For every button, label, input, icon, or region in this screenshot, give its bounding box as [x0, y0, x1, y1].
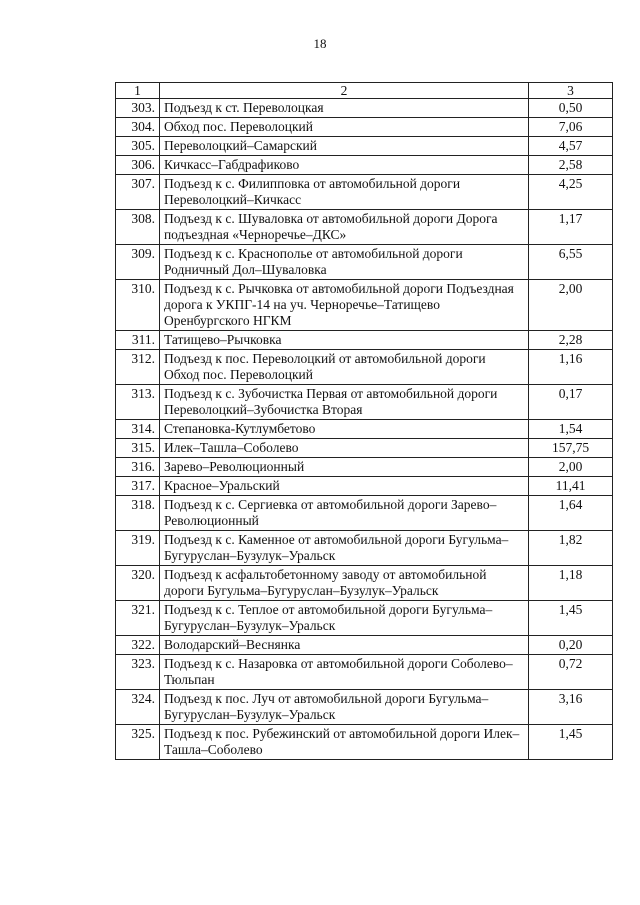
table-row	[116, 566, 613, 601]
row-number: 313.	[116, 385, 160, 420]
table-row	[116, 385, 613, 420]
table-row	[116, 350, 613, 385]
table-row	[116, 636, 613, 655]
road-length: 1,16	[529, 350, 613, 385]
road-length: 1,45	[529, 725, 613, 760]
row-number: 320.	[116, 566, 160, 601]
road-name: Подъезд к пос. Луч от автомобильной дороги Бугульма–Бугуруслан–Бузулук–Уральск	[159, 690, 528, 725]
column-header-3: 3	[529, 83, 613, 99]
road-name: Володарский–Веснянка	[159, 636, 528, 655]
table-row	[116, 496, 613, 531]
road-name: Степановка-Кутлумбетово	[159, 420, 528, 439]
row-number: 306.	[116, 156, 160, 175]
road-length: 1,82	[529, 531, 613, 566]
row-number: 323.	[116, 655, 160, 690]
road-length: 2,00	[529, 280, 613, 331]
page-number: 18	[313, 36, 327, 51]
road-name: Подъезд к с. Каменное от автомобильной дороги Бугульма–Бугуруслан–Бузулук–Уральск	[159, 531, 528, 566]
road-name: Подъезд к с. Теплое от автомобильной дороги Бугульма–Бугуруслан–Бузулук–Уральск	[159, 601, 528, 636]
road-length: 3,16	[529, 690, 613, 725]
road-length: 4,57	[529, 137, 613, 156]
table-row	[116, 477, 613, 496]
row-number: 321.	[116, 601, 160, 636]
road-length: 2,28	[529, 331, 613, 350]
road-name: Обход пос. Переволоцкий	[159, 118, 528, 137]
table-body	[116, 99, 613, 760]
table-row	[116, 655, 613, 690]
roads-table	[115, 82, 613, 760]
row-number: 318.	[116, 496, 160, 531]
road-name: Подъезд к с. Сергиевка от автомобильной дороги Зарево–Революционный	[159, 496, 528, 531]
table-row	[116, 280, 613, 331]
table-row	[116, 118, 613, 137]
table-row	[116, 458, 613, 477]
row-number: 316.	[116, 458, 160, 477]
road-name: Подъезд к с. Рычковка от автомобильной дороги Подъездная дорога к УКПГ-14 на уч. Черноречье–Татищево Оренбургского НГКМ	[159, 280, 528, 331]
road-name: Подъезд к с. Филипповка от автомобильной дороги Переволоцкий–Кичкасс	[159, 175, 528, 210]
road-length: 1,64	[529, 496, 613, 531]
row-number: 304.	[116, 118, 160, 137]
road-length: 0,50	[529, 99, 613, 118]
table-row	[116, 137, 613, 156]
table-row	[116, 725, 613, 760]
row-number: 303.	[116, 99, 160, 118]
row-number: 325.	[116, 725, 160, 760]
road-name: Красное–Уральский	[159, 477, 528, 496]
row-number: 314.	[116, 420, 160, 439]
road-length: 2,58	[529, 156, 613, 175]
road-length: 2,00	[529, 458, 613, 477]
road-name: Подъезд к с. Краснополье от автомобильной дороги Родничный Дол–Шуваловка	[159, 245, 528, 280]
table-row	[116, 531, 613, 566]
road-length: 4,25	[529, 175, 613, 210]
road-length: 1,17	[529, 210, 613, 245]
road-length: 6,55	[529, 245, 613, 280]
road-name: Подъезд к с. Назаровка от автомобильной дороги Соболево–Тюльпан	[159, 655, 528, 690]
column-header-1: 1	[116, 83, 160, 99]
road-name: Подъезд к пос. Рубежинский от автомобильной дороги Илек–Ташла–Соболево	[159, 725, 528, 760]
table-row	[116, 690, 613, 725]
road-length: 1,54	[529, 420, 613, 439]
row-number: 324.	[116, 690, 160, 725]
road-name: Подъезд к с. Зубочистка Первая от автомобильной дороги Переволоцкий–Зубочистка Вторая	[159, 385, 528, 420]
road-length: 0,17	[529, 385, 613, 420]
table-row	[116, 99, 613, 118]
row-number: 322.	[116, 636, 160, 655]
table-row	[116, 439, 613, 458]
road-name: Зарево–Революционный	[159, 458, 528, 477]
row-number: 311.	[116, 331, 160, 350]
table-header-row	[116, 83, 613, 99]
row-number: 309.	[116, 245, 160, 280]
road-name: Подъезд к ст. Переволоцкая	[159, 99, 528, 118]
row-number: 307.	[116, 175, 160, 210]
road-length: 1,18	[529, 566, 613, 601]
road-length: 0,20	[529, 636, 613, 655]
road-name: Кичкасс–Габдрафиково	[159, 156, 528, 175]
road-length: 1,45	[529, 601, 613, 636]
road-name: Переволоцкий–Самарский	[159, 137, 528, 156]
table-row	[116, 175, 613, 210]
road-name: Подъезд к пос. Переволоцкий от автомобильной дороги Обход пос. Переволоцкий	[159, 350, 528, 385]
row-number: 308.	[116, 210, 160, 245]
table-row	[116, 420, 613, 439]
table-row	[116, 156, 613, 175]
road-length: 157,75	[529, 439, 613, 458]
road-length: 11,41	[529, 477, 613, 496]
table-row	[116, 601, 613, 636]
table-row	[116, 331, 613, 350]
row-number: 317.	[116, 477, 160, 496]
row-number: 315.	[116, 439, 160, 458]
road-length: 0,72	[529, 655, 613, 690]
road-length: 7,06	[529, 118, 613, 137]
row-number: 310.	[116, 280, 160, 331]
row-number: 305.	[116, 137, 160, 156]
row-number: 312.	[116, 350, 160, 385]
road-name: Подъезд к асфальтобетонному заводу от автомобильной дороги Бугульма–Бугуруслан–Бузулук–Уральск	[159, 566, 528, 601]
table-row	[116, 210, 613, 245]
row-number: 319.	[116, 531, 160, 566]
road-name: Татищево–Рычковка	[159, 331, 528, 350]
table-row	[116, 245, 613, 280]
road-name: Илек–Ташла–Соболево	[159, 439, 528, 458]
column-header-2: 2	[159, 83, 528, 99]
road-name: Подъезд к с. Шуваловка от автомобильной дороги Дорога подъездная «Черноречье–ДКС»	[159, 210, 528, 245]
